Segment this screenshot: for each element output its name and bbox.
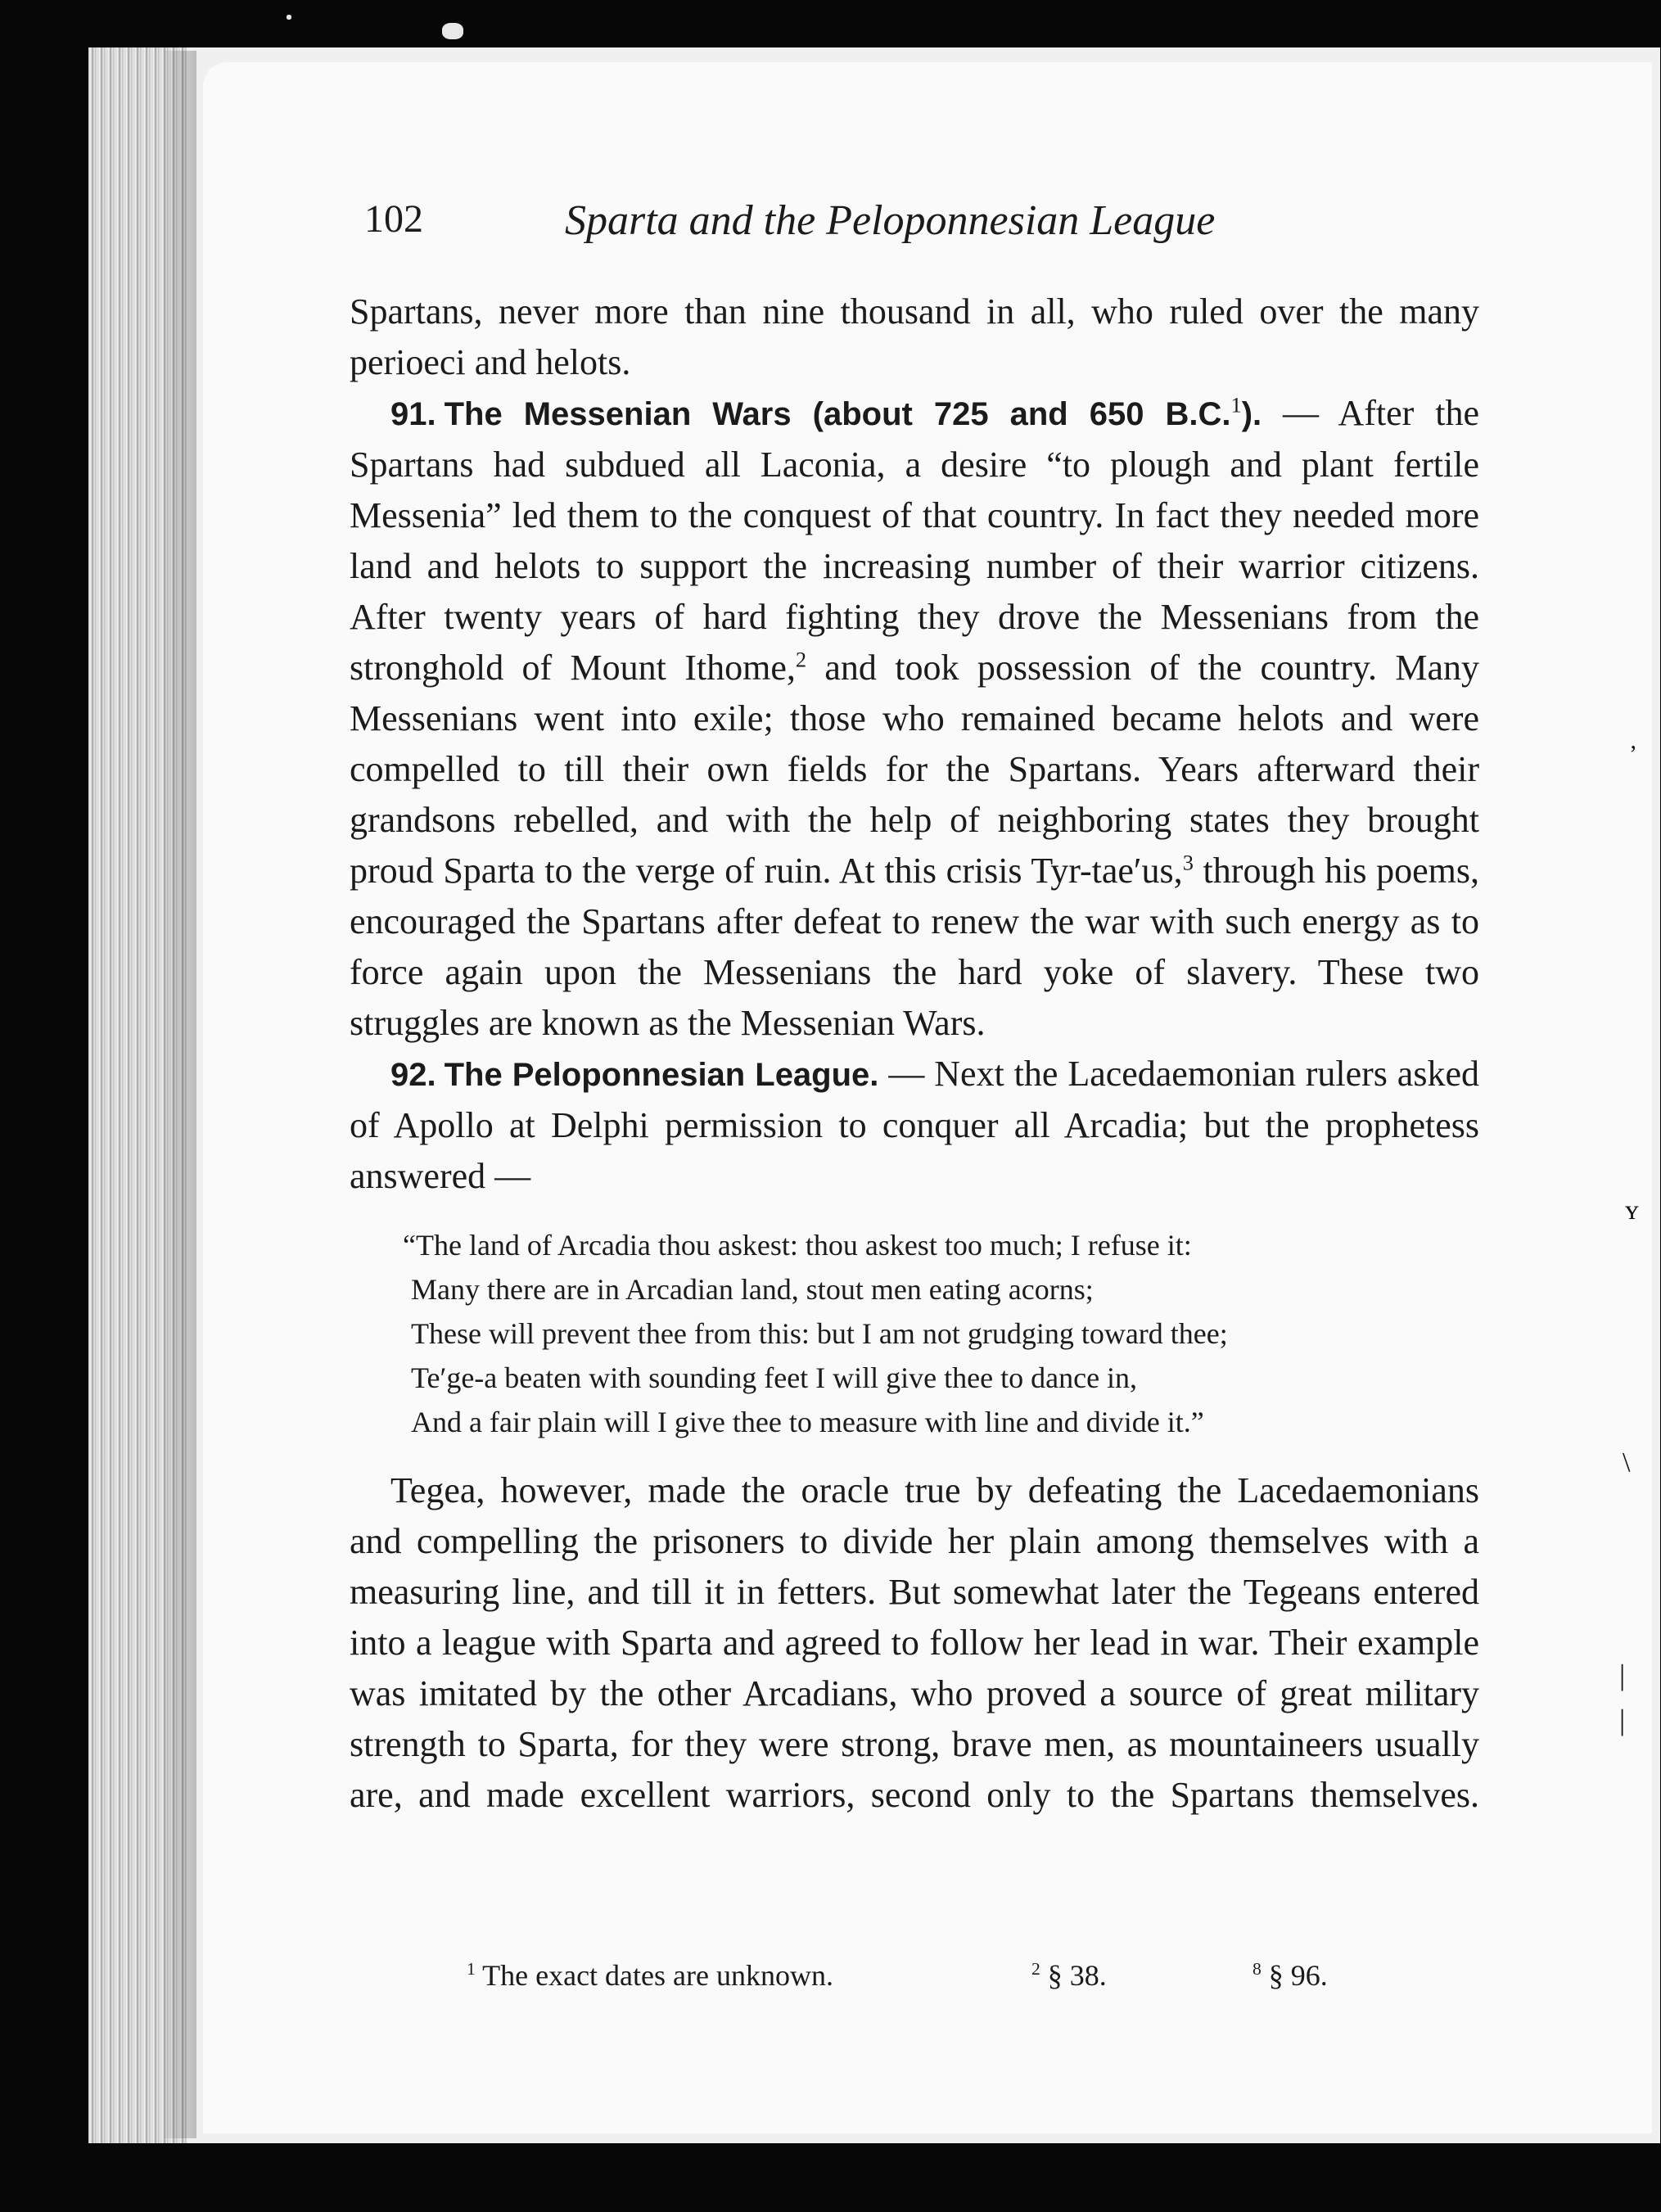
footnote-1 [467,1958,833,1993]
page-number: 102 [364,197,423,241]
section-number: 92. [390,1057,436,1093]
paragraph-text: — After the Spartans had subdued all Laconia, a desire “to plough and plant fertile Messenia” led them to the conquest of that country. In fact they needed more land and helots to support the increasing number of their warrior citizens. After twenty years of hard fighting they drove the Messenians from the stronghold of Mount Ithome, [350,393,1479,688]
footnote-ref: 3 [1182,850,1194,875]
running-title: Sparta and the Peloponnesian League [565,197,1216,244]
footnote-mark: 1 [467,1959,476,1979]
margin-mark: ʼ [1629,741,1637,768]
footnote-ref: 2 [795,647,807,672]
footnote-ref: 1 [1230,392,1242,418]
margin-mark: | [1619,1659,1626,1691]
section-91 [350,388,1479,1049]
section-heading: The Messenian Wars (about 725 and 650 B.C. [444,396,1231,432]
body-text [350,287,1479,1821]
section-heading: The Peloponnesian League. [444,1057,879,1093]
paragraph-text: Spartans, never more than nine thousand in all, who ruled over the many perioeci and helots. [350,291,1479,382]
margin-mark: \ [1623,1447,1631,1478]
page-gutter-shadow [164,51,196,2138]
footnote-3 [1253,1958,1328,1993]
footnote-text: § 38. [1040,1959,1107,1992]
paragraph-text: through his poems, encouraged the Spartans after defeat to renew the war with such energy as to force again upon the Messenians the hard yoke of slavery. These two struggles are known as the Messenian Wars. [350,851,1480,1043]
scan-speck [287,15,291,20]
verse-line: “The land of Arcadia thou askest: thou askest too much; I refuse it: [403,1229,1192,1262]
footnote-mark: 2 [1031,1959,1040,1979]
verse-line: Many there are in Arcadian land, stout men eating acorns; [411,1273,1094,1306]
verse-line: These will prevent thee from this: but I am not grudging toward thee; [411,1317,1228,1350]
footnote-text: § 96. [1261,1959,1328,1992]
paragraph-text: Tegea, however, made the oracle true by defeating the Lacedaemonians and compelling the prisoners to divide her plain among themselves with a measuring line, and till it in fetters. But somewhat later the Tegeans entered into a league with Sparta and agreed to follow her lead in war. Their example was imitated by the other Arcadians, who proved a source of great military strength to Sparta, for they were strong, brave men, as mountaineers usually are, and made excellent warriors, second only to the Spartans themselves. [350,1470,1479,1815]
paragraph-continuation [350,287,1479,388]
footnotes [467,1958,1367,2007]
verse-line: Te′ge-a beaten with sounding feet I will give thee to dance in, [411,1361,1138,1394]
scan-speck [442,23,463,39]
footnote-text: The exact dates are unknown. [475,1959,833,1992]
section-number: 91. [390,396,436,432]
paragraph-text: — Next the Lacedaemonian rulers asked of Apollo at Delphi permission to conquer all Arcadia; but the prophetess answered — [350,1054,1479,1196]
margin-mark: | [1619,1704,1626,1736]
verse-line: And a fair plain will I give thee to measure with line and divide it.” [411,1406,1204,1438]
page-header [364,196,1281,262]
paragraph-text: and took possession of the country. Many Messenians went into exile; those who remained became helots and were compelled to till their own fields for the Spartans. Years afterward their grandsons rebelled, and with the help of neighboring states they brought proud Sparta to the verge of ruin. At this crisis Tyr-tae′us, [350,648,1479,891]
footnote-mark: 8 [1253,1959,1262,1979]
footnote-2 [1031,1958,1107,1993]
margin-mark: ʏ [1625,1195,1639,1226]
paragraph-tegea [350,1465,1479,1821]
oracle-verse [403,1223,1479,1444]
section-heading-close: ). [1241,396,1262,432]
section-92 [350,1049,1479,1202]
